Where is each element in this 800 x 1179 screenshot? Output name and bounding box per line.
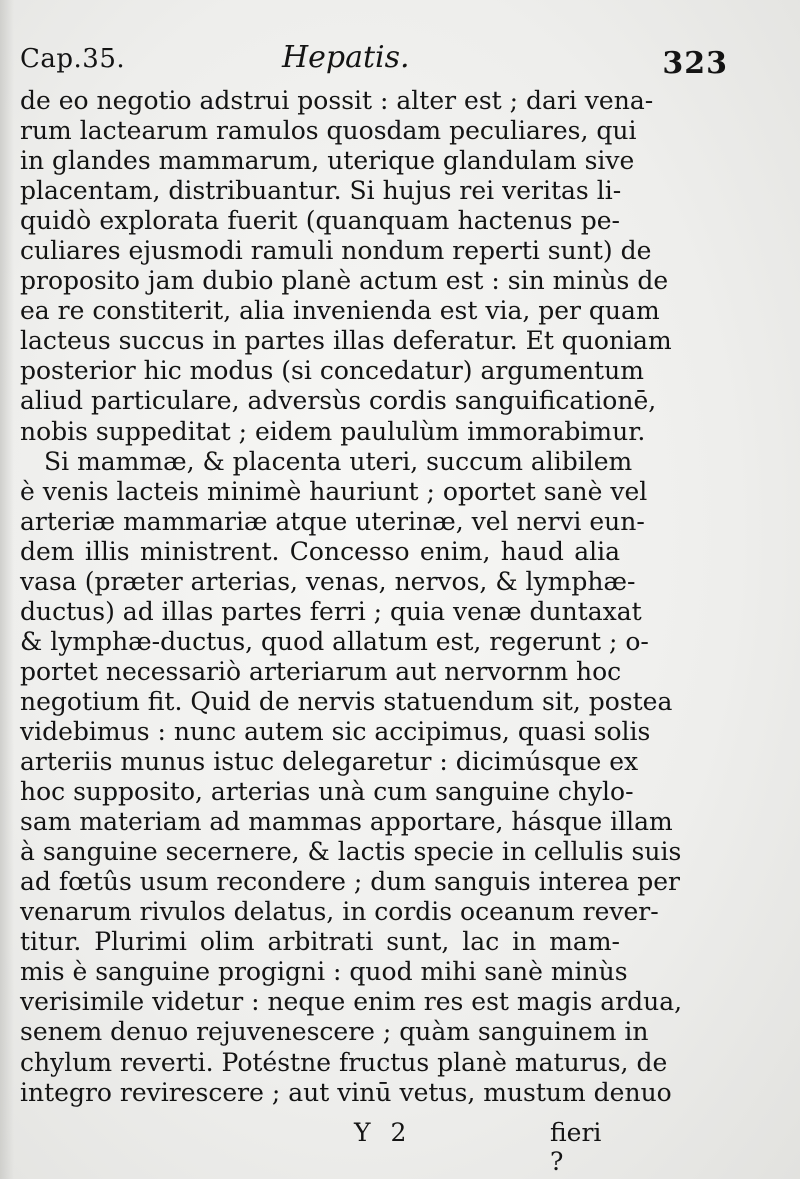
- chapter-label: Cap.35.: [20, 44, 126, 74]
- running-title: Hepatis.: [282, 40, 410, 75]
- signature-mark: Y 2: [354, 1118, 413, 1147]
- text-line: proposito jam dubio planè actum est : sin minùs de: [20, 266, 669, 296]
- page-footer: [20, 1118, 620, 1176]
- text-line: rum lactearum ramulos quosdam peculiares, qui: [20, 116, 637, 146]
- text-line: videbimus : nunc autem sic accipimus, quasi solis: [20, 716, 651, 746]
- text-line: dem illis ministrent. Concesso enim, haud alia: [20, 536, 620, 566]
- page-number: 323: [662, 46, 728, 81]
- text-line: ea re constiterit, alia invenienda est via, per quam: [20, 296, 660, 326]
- text-line: aliud particulare, adversùs cordis sanguificationē,: [20, 386, 657, 416]
- text-line: negotium fit. Quid de nervis statuendum sit, postea: [20, 686, 673, 716]
- text-line: ductus) ad illas partes ferri ; quia venæ duntaxat: [20, 596, 642, 626]
- catchword: fieri ?: [550, 1118, 602, 1176]
- text-line: nobis suppeditat ; eidem paululùm immorabimur.: [20, 416, 646, 446]
- text-line: hoc supposito, arterias unà cum sanguine chylo-: [20, 777, 634, 807]
- text-line: arteriæ mammariæ atque uterinæ, vel nervi eun-: [20, 506, 645, 536]
- text-line: & lymphæ-ductus, quod allatum est, regerunt ; o-: [20, 626, 649, 656]
- page-header: [20, 40, 780, 90]
- text-line: sam materiam ad mammas apportare, hásque illam: [20, 807, 673, 837]
- text-line: vasa (præter arterias, venas, nervos, & lymphæ-: [20, 566, 636, 596]
- text-line: portet necessariò arteriarum aut nervornm hoc: [20, 656, 622, 686]
- text-line: titur. Plurimi olim arbitrati sunt, lac in mam-: [20, 927, 620, 957]
- text-line: integro revirescere ; aut vinū vetus, mustum denuo: [20, 1077, 672, 1107]
- text-line: lacteus succus in partes illas deferatur. Et quoniam: [20, 326, 672, 356]
- text-line: è venis lacteis minimè hauriunt ; oportet sanè vel: [20, 476, 648, 506]
- text-line: in glandes mammarum, uterique glandulam sive: [20, 146, 635, 176]
- text-line: Si mammæ, & placenta uteri, succum alibilem: [44, 446, 633, 476]
- binding-gutter: [0, 0, 14, 1179]
- text-line: culiares ejusmodi ramuli nondum reperti sunt) de: [20, 236, 652, 266]
- text-line: de eo negotio adstrui possit : alter est ; dari vena-: [20, 86, 654, 115]
- text-line: chylum reverti. Potéstne fructus planè maturus, de: [20, 1047, 668, 1077]
- text-line: à sanguine secernere, & lactis specie in cellulis suis: [20, 837, 682, 867]
- text-line: verisimile videtur : neque enim res est magis ardua,: [20, 987, 683, 1017]
- text-line: arteriis munus istuc delegaretur : dicimúsque ex: [20, 747, 639, 777]
- text-line: mis è sanguine progigni : quod mihi sanè minùs: [20, 957, 628, 987]
- text-line: posterior hic modus (si concedatur) argumentum: [20, 356, 644, 386]
- text-line: placentam, distribuantur. Si hujus rei veritas li-: [20, 176, 622, 206]
- text-line: senem denuo rejuvenescere ; quàm sanguinem in: [20, 1017, 649, 1047]
- text-line: quidò explorata fuerit (quanquam hactenus pe-: [20, 206, 620, 236]
- body-text: [20, 86, 683, 1108]
- text-line: venarum rivulos delatus, in cordis oceanum rever-: [20, 897, 659, 927]
- text-line: ad fœtûs usum recondere ; dum sanguis interea per: [20, 867, 680, 897]
